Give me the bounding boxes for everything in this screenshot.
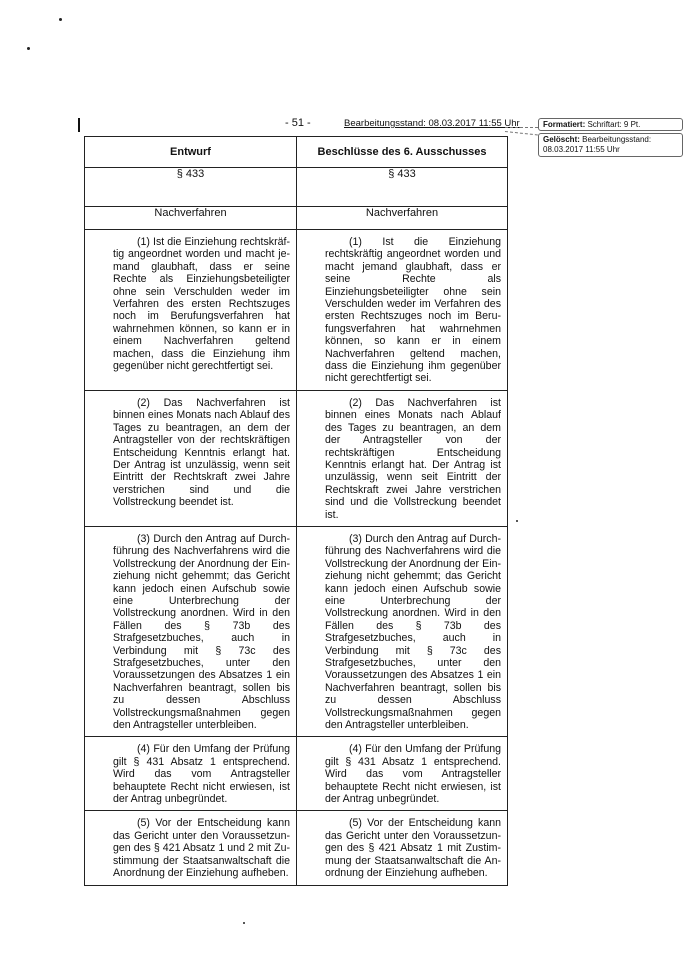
change-bar xyxy=(78,118,80,132)
comment-formatiert-label: Formatiert: xyxy=(543,120,586,129)
paragraph-entwurf: (4) Für den Umfang der Prüfung gilt § 431 Absatz 1 entsprechend. Wird das vom Antragsteller behauptete Recht nicht erwiesen, ist der Antrag unbegründet. xyxy=(113,743,290,806)
paragraph-beschluss: (5) Vor der Entscheidung kann das Gericht unter den Voraussetzungen des § 421 Absatz 1 mit Zustimmung der Staatsanwaltschaft die Anordnung der Einziehung aufheben. xyxy=(325,817,501,880)
section-number-left: § 433 xyxy=(85,168,297,207)
paragraph-beschluss: (2) Das Nachverfahren ist binnen eines Monats nach Ablauf des Tages zu beantragen, an dem der Antragsteller von der rechtskräftigen Entscheidung Kenntnis erlangt hat. Der Antrag ist unzulässig, wenn seit Eintritt der Rechtskraft zwei Jahre verstrichen sind und die Vollstreckung beendet ist. xyxy=(325,396,501,521)
section-number-right: § 433 xyxy=(297,168,508,207)
revision-stand: Bearbeitungsstand: 08.03.2017 11:55 Uhr xyxy=(344,118,520,129)
column-header-beschluesse: Beschlüsse des 6. Ausschusses xyxy=(297,137,508,168)
scan-speck xyxy=(27,47,30,50)
section-title-left: Nachverfahren xyxy=(85,207,297,230)
page-number: - 51 - xyxy=(285,117,311,129)
table-row xyxy=(85,390,508,526)
scan-speck xyxy=(516,520,518,522)
comment-connector xyxy=(505,127,538,128)
table-row xyxy=(85,230,508,391)
paragraph-beschluss: (4) Für den Umfang der Prüfung gilt § 431 Absatz 1 entsprechend. Wird das vom Antragsteller behauptete Recht nicht erwiesen, ist der Antrag unbegründet. xyxy=(325,743,501,806)
comment-connector xyxy=(505,131,538,135)
comment-formatiert-value: Schriftart: 9 Pt. xyxy=(587,120,641,129)
table-row xyxy=(85,526,508,737)
paragraph-entwurf: (3) Durch den Antrag auf Durchführung des Nachverfahrens wird die Vollstreckung der Anordnung der Einziehung nicht gehemmt; das Gericht kann jedoch einen Aufschub sowie eine Unterbrechung der Vollstreckung anordnen. Wird in den Fällen des § 73b des Strafgesetzbuches, auch in Verbindung mit § 73c des Strafgesetzbuches, unter den Voraussetzungen des Absatzes 1 ein Nachverfahren beantragt, sollen bis zu dessen Abschluss Vollstreckungsmaßnahmen gegen den Antragsteller unterbleiben. xyxy=(113,532,290,732)
paragraph-entwurf: (1) Ist die Einziehung rechtskräftig angeordnet worden und macht jemand glaubhaft, dass er seine Rechte als Einziehungsbeteiligter ohne sein Verschulden weder im Verfahren des ersten Rechtszuges noch im Berufungsverfahren hat wahrnehmen können, so kann er in einem Nachverfahren geltend machen, dass die Einziehung ihm gegenüber nicht gerechtfertigt sei. xyxy=(113,236,290,373)
section-title-right: Nachverfahren xyxy=(297,207,508,230)
paragraph-beschluss: (3) Durch den Antrag auf Durchführung des Nachverfahrens wird die Vollstreckung der Anordnung der Einziehung nicht gehemmt; das Gericht kann jedoch einen Aufschub sowie eine Unterbrechung der Vollstreckung anordnen. Wird in den Fällen des § 73b des Strafgesetzbuches, auch in Verbindung mit § 73c des Strafgesetzbuches, unter den Voraussetzungen des Absatzes 1 ein Nachverfahren beantragt, sollen bis zu dessen Abschluss Vollstreckungsmaßnahmen gegen den Antragsteller unterbleiben. xyxy=(325,532,501,732)
table-row xyxy=(85,811,508,885)
table-row xyxy=(85,737,508,811)
comment-geloescht[interactable] xyxy=(538,133,683,157)
synopsis-table xyxy=(84,136,508,886)
comment-formatiert[interactable] xyxy=(538,118,683,131)
scan-speck xyxy=(59,18,62,21)
paragraph-beschluss: (1) Ist die Einziehung rechtskräftig angeordnet worden und macht jemand glaubhaft, dass er seine Rechte als Einziehungsbeteiligter ohne sein Verschulden weder im Verfahren des ersten Rechtszuges noch im Berufungsverfahren hat wahrnehmen können, so kann er in einem Nachverfahren geltend machen, dass die Einziehung ihm gegenüber nicht gerechtfertigt sei. xyxy=(325,236,501,385)
comment-geloescht-value: Bearbeitungsstand: 08.03.2017 11:55 Uhr xyxy=(543,135,652,154)
paragraph-entwurf: (2) Das Nachverfahren ist binnen eines Monats nach Ablauf des Tages zu beantragen, an dem der Antragsteller von der rechtskräftigen Entscheidung Kenntnis erlangt hat. Der Antrag ist unzulässig, wenn seit Eintritt der Rechtskraft zwei Jahre verstrichen sind und die Vollstreckung beendet ist. xyxy=(113,396,290,509)
paragraph-entwurf: (5) Vor der Entscheidung kann das Gericht unter den Voraussetzungen des § 421 Absatz 1 und 2 mit Zustimmung der Staatsanwaltschaft die Anordnung der Einziehung aufheben. xyxy=(113,817,290,880)
column-header-entwurf: Entwurf xyxy=(85,137,297,168)
scan-speck xyxy=(243,922,245,924)
comment-geloescht-label: Gelöscht: xyxy=(543,135,580,144)
